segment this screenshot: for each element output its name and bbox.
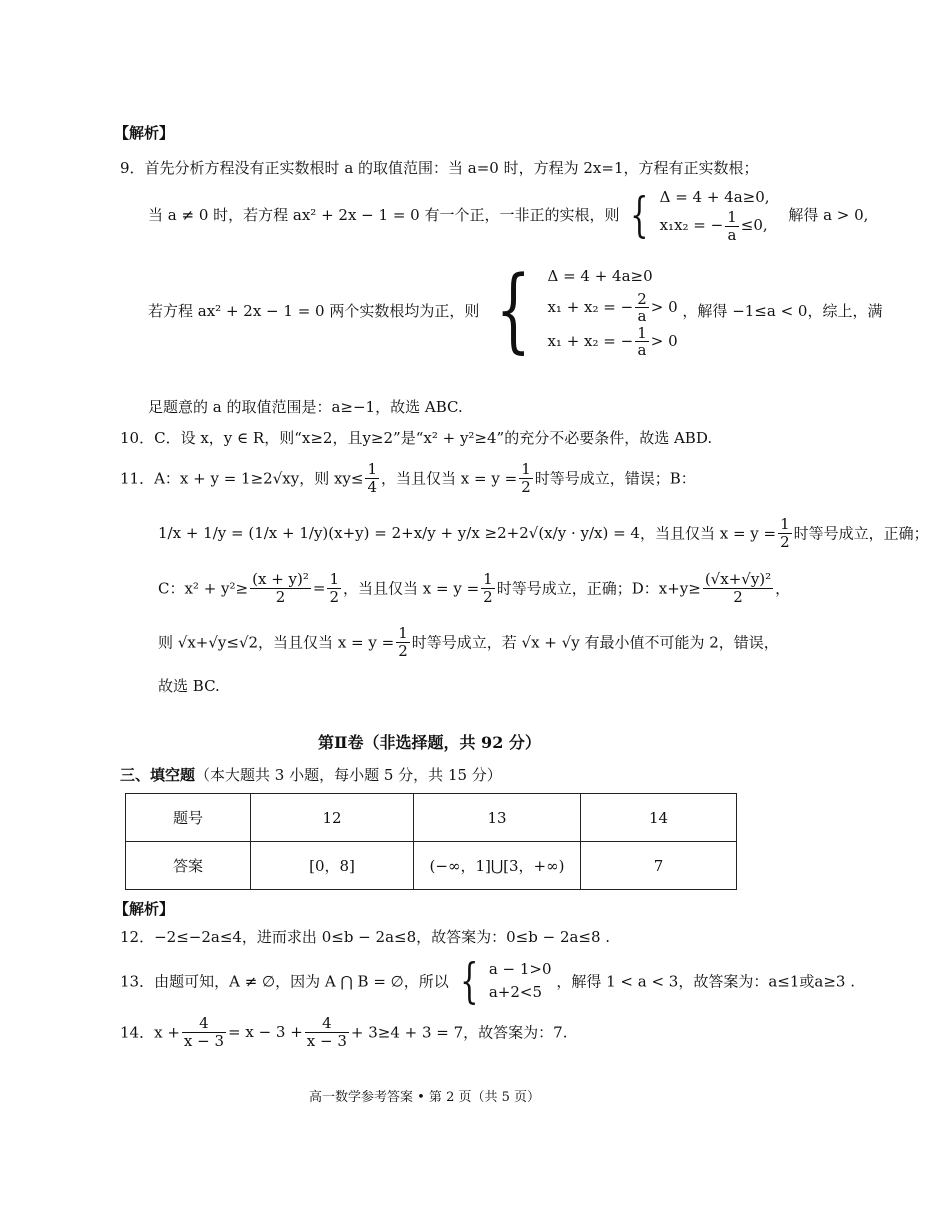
q11-l4-post: 时等号成立，若 √x + √y 有最小值不可能为 2，错误， [411, 633, 779, 652]
q14-pre: 14．x + [120, 1023, 180, 1042]
q11-line3 [158, 571, 790, 605]
q11-l3-end: ， [775, 579, 791, 598]
q9-sys1-row2-post: ≤0, [740, 216, 768, 235]
q11-l2-left: 1/x + 1/y = (1/x + 1/y)(x+y) = 2+ [158, 524, 414, 542]
frac-den: 2 [275, 587, 286, 606]
table-cell: (−∞，1]⋃[3，+∞) [414, 842, 581, 890]
section2-title: 第Ⅱ卷（非选择题，共 92 分） [318, 733, 541, 752]
q11-l3-frac4 [703, 571, 773, 605]
q9-sys2-row3-post: > 0 [650, 331, 678, 350]
q11-l1-b: ，当且仅当 x = y = [381, 469, 518, 488]
q9-number: 9． [120, 159, 145, 177]
q9-line2-pre: 当 a ≠ 0 时，若方程 ax² + 2x − 1 = 0 有一个正，一非正的实根，则 [148, 206, 620, 225]
q11-l3-frac3 [481, 571, 495, 605]
frac-num: 4 [182, 1015, 226, 1033]
q13-sys-row2: a+2<5 [488, 983, 543, 1001]
frac-num: 1 [780, 515, 790, 533]
frac-den: 2 [398, 641, 408, 660]
q9-line2 [148, 186, 868, 243]
q9-sys2-row3 [547, 325, 677, 359]
frac-den: 2 [521, 477, 531, 496]
frac-den: a [727, 225, 737, 244]
section3-heading: 三、填空题 [120, 766, 196, 784]
q10-text: 10．C．设 x，y ∈ R，则“x≥2，且y≥2”是“x² + y²≥4”的充分不必要条件，故选 ABD. [120, 429, 713, 447]
q14-frac1 [182, 1015, 226, 1049]
q11-line2 [158, 516, 929, 550]
table-cell: [0，8] [251, 842, 414, 890]
q13-post: ，解得 1 < a < 3，故答案为：a≤1或a≥3 . [556, 972, 855, 991]
q9-sys2-frac2 [635, 325, 649, 359]
q11-l2-frac [778, 516, 792, 550]
q14-line [120, 1015, 568, 1049]
answer-table [125, 793, 737, 890]
q9-sys1-row2 [660, 209, 770, 243]
frac-num: 1 [329, 570, 340, 588]
q11-l1-a: 11．A：x + y = 1≥2√xy，则 xy≤ [120, 469, 364, 488]
frac-num: 1 [727, 208, 737, 227]
frac-num: 2 [637, 289, 647, 308]
q9-sys2-row3-pre: x₁ + x₂ = − [547, 331, 634, 350]
q9-system1-brace: { [630, 186, 649, 243]
q9-line4: 足题意的 a 的取值范围是：a≥−1，故选 ABC. [148, 398, 463, 416]
q13-pre: 13．由题可知，A ≠ ∅，因为 A ⋂ B = ∅，所以 [120, 972, 449, 991]
section3-heading-line [120, 764, 502, 785]
q9-line2-post: 解得 a > 0, [788, 206, 869, 225]
q9-line3-pre: 若方程 ax² + 2x − 1 = 0 两个实数根均为正，则 [148, 301, 480, 320]
frac-num: (x + y)² [252, 570, 309, 588]
q11-l1-c: 时等号成立，错误；B： [534, 469, 696, 488]
table-cell: 答案 [126, 842, 251, 890]
q11-l3-frac [250, 571, 311, 605]
q9-sys2-frac1 [635, 291, 649, 325]
q11-l3-post: 时等号成立，正确；D：x+y≥ [496, 579, 701, 598]
q11-l4-frac [396, 625, 410, 659]
frac-den: a [637, 307, 647, 325]
frac-num: (√x+√y)² [704, 570, 772, 588]
q9-line1 [120, 157, 759, 178]
q9-sys1-frac [725, 209, 739, 243]
q13-line [120, 953, 855, 1009]
analysis-label-2: 【解析】 [114, 900, 175, 918]
q9-system2 [547, 262, 677, 359]
q11-l2-end: 时等号成立，正确； [793, 524, 929, 543]
q9-sys1-row1: Δ = 4 + 4a≥0, [659, 188, 770, 206]
q9-sys2-row2-pre: x₁ + x₂ = − [547, 297, 634, 316]
q9-system1 [660, 186, 770, 243]
q9-line3-post: ，解得 −1≤a < 0，综上，满 [682, 301, 883, 320]
q11-l4-pre: 则 √x+√y≤√2，当且仅当 x = y = [158, 633, 395, 652]
q11-l1-frac2 [519, 461, 533, 495]
q13-system [489, 958, 552, 1005]
q11-l2-post: ，当且仅当 x = y = [639, 524, 777, 543]
q9-sys2-row2-post: > 0 [650, 297, 678, 316]
frac-num: 1 [521, 460, 531, 478]
frac-den: 2 [329, 587, 340, 606]
analysis-label: 【解析】 [114, 124, 175, 142]
table-row [126, 842, 737, 890]
q11-line5: 故选 BC. [158, 677, 220, 695]
q14-frac2 [305, 1015, 349, 1049]
q11-l3-frac2 [327, 571, 341, 605]
q11-l3-eq: = [312, 579, 326, 597]
frac-den: 2 [733, 587, 743, 606]
q11-l3-mid: ，当且仅当 x = y = [343, 579, 480, 598]
frac-den: 2 [780, 532, 790, 551]
q11-line1 [120, 461, 696, 495]
frac-den: 2 [483, 587, 493, 606]
q9-system2-brace: { [495, 256, 531, 364]
table-cell: 7 [581, 842, 737, 890]
q14-mid: = x − 3 + [228, 1023, 303, 1041]
q9-text-1: 首先分析方程没有正实数根时 a 的取值范围：当 a=0 时，方程为 2x=1，方程有正实数根； [144, 159, 759, 177]
frac-den: a [637, 341, 647, 359]
q11-line4 [158, 625, 779, 659]
table-header-row [126, 794, 737, 842]
table-header-cell: 12 [251, 794, 414, 842]
frac-num: 4 [305, 1015, 349, 1033]
q13-system-brace: { [459, 953, 478, 1009]
q9-sys2-row2 [547, 291, 677, 325]
frac-den: x − 3 [306, 1031, 347, 1050]
frac-den: 4 [367, 477, 378, 496]
frac-den: x − 3 [183, 1031, 224, 1050]
q9-sys1-row2-pre: x₁x₂ = − [659, 216, 724, 235]
q14-post: + 3≥4 + 3 = 7，故答案为：7. [350, 1023, 568, 1042]
q13-sys-row1: a − 1>0 [488, 959, 552, 978]
table-header-cell: 13 [414, 794, 581, 842]
frac-num: 1 [398, 624, 408, 642]
table-header-cell: 14 [581, 794, 737, 842]
q11-l3-pre: C：x² + y²≥ [158, 579, 249, 598]
q9-sys2-row1: Δ = 4 + 4a≥0 [547, 267, 653, 285]
table-header-cell: 题号 [126, 794, 251, 842]
page-footer: 高一数学参考答案 • 第 2 页（共 5 页） [309, 1090, 541, 1105]
q11-l2-mid: x/y + y/x ≥2+2√(x/y · y/x) = 4 [413, 524, 640, 542]
q12-text: 12．−2≤−2a≤4，进而求出 0≤b − 2a≤8，故答案为：0≤b − 2a≤8 . [120, 928, 611, 946]
frac-num: 1 [367, 460, 378, 478]
frac-num: 1 [637, 323, 647, 342]
frac-num: 1 [483, 570, 493, 588]
q11-l1-frac [365, 461, 379, 495]
q9-line3 [148, 256, 883, 364]
section3-note: （本大题共 3 小题，每小题 5 分，共 15 分） [195, 766, 502, 784]
